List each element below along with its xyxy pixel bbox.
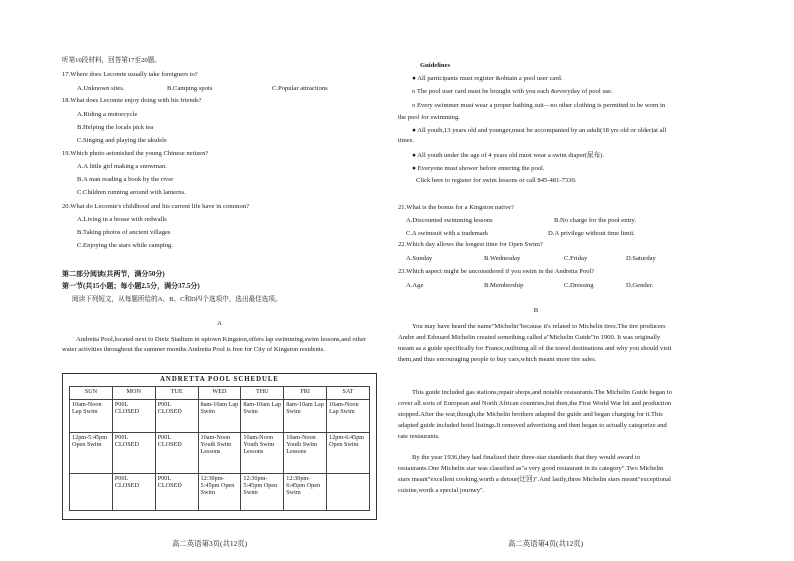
register-link[interactable]: Click here to register for swim lessons or call 845-481-7330.	[416, 177, 577, 184]
q22-question: 22.Which day allows the longest time for Open Swim?	[398, 241, 543, 248]
schedule-cell: P00L CLOSED	[155, 433, 198, 474]
schedule-cell: 10am-Noon Youth Swim Lessons	[241, 433, 284, 474]
schedule-cell: 10am-Noon Youth Swim Lessons	[284, 433, 327, 474]
schedule-table	[69, 386, 370, 511]
q23-option-b: B.Membership	[484, 282, 524, 289]
passage-a-label: A	[217, 320, 222, 327]
schedule-cell: 10am-Noon Lap Swim	[70, 400, 113, 433]
schedule-cell: 12pm-5:45pm Open Swim	[70, 433, 113, 474]
guideline-4: ● All youth,13 years old and younger,must be accompanied by an adult(18 yrs old or older)at all times.	[398, 127, 667, 144]
schedule-cell: 12:30pm-5:45pm Open Swim	[198, 474, 241, 511]
q18-option-b: B.Helping the locals pick tea	[77, 124, 154, 131]
schedule-cell: P00L CLOSED	[112, 433, 155, 474]
day-tue: TUE	[155, 387, 198, 400]
schedule-cell: P00L CLOSED	[155, 474, 198, 511]
q19-option-c: C.Children running around with lanterns.	[77, 189, 186, 196]
q19-option-b: B.A man reading a book by the river	[77, 176, 174, 183]
day-wed: WED	[198, 387, 241, 400]
q18-option-a: A.Riding a motorcycle	[77, 111, 138, 118]
schedule-cell: 8am-10am Lap Swim	[198, 400, 241, 433]
schedule-cell: P00L CLOSED	[155, 400, 198, 433]
passage-b-para-1: You may have heard the name"Michelin"because it's related to Michelin tires.The tire producers Andre and Edouard Michelin created something called a"Michelin Guide"in 1900. It was originally meant as a guide specifically for France,outlining all of the travel destinations and why you should visit them,and thus encouraging people to buy cars,which meant more tire sales.	[398, 323, 672, 363]
guideline-3: o Every swimmer must wear a proper bathing suit—no other clothing is permitted to be worn in the pool for swimming.	[398, 102, 666, 121]
day-fri: FRI	[284, 387, 327, 400]
q19-option-a: A.A little girl making a snowman.	[77, 163, 167, 170]
schedule-cell: 8am-10am Lap Swim	[284, 400, 327, 433]
day-mon: MON	[112, 387, 155, 400]
q17-option-b: B.Camping spots	[167, 85, 213, 92]
q21-option-b: B.No charge for the pool entry.	[554, 217, 637, 224]
schedule-cell: 10am-Noon Lap Swim	[327, 400, 370, 433]
q21-question: 21.What is the bonus for a Kingston native?	[398, 204, 515, 211]
schedule-title: ANDRETTA POOL SCHEDULE	[160, 376, 279, 383]
schedule-cell: 10am-Noon Youth Swim Lessons	[198, 433, 241, 474]
reading-instructions: 阅读下列短文，从每题所给的A、B、C和D四个选项中，选出最佳选项。	[72, 296, 282, 303]
pool-schedule	[62, 373, 377, 520]
q18-question: 18.What does Lecomte enjoy doing with his friends?	[62, 97, 202, 104]
schedule-cell	[327, 474, 370, 511]
page-footer-right: 高二英语第4页(共12页)	[508, 539, 584, 548]
q20-question: 20.What do Lecomte's childhood and his current life have in common?	[62, 203, 250, 210]
q22-option-c: C.Friday	[564, 255, 588, 262]
q23-option-a: A.Age	[406, 282, 424, 289]
schedule-cell: P00L CLOSED	[112, 400, 155, 433]
schedule-cell: 12:30pm-5:45pm Open Swim	[241, 474, 284, 511]
passage-b-label: B	[533, 307, 539, 314]
guideline-1: ● All participants must register &obtain a pool user card.	[412, 75, 563, 82]
q23-question: 23.Which aspect might be unconsidered if you swim in the Andretta Pool?	[398, 268, 595, 275]
q22-option-b: B.Wednesday	[484, 255, 521, 262]
q22-option-a: A.Sunday	[406, 255, 433, 262]
listening-intro: 听第10段材料，回答第17至20题。	[62, 57, 161, 64]
part2-heading: 第二部分阅读(共两节，满分50分)	[62, 270, 165, 278]
right-page	[398, 0, 674, 561]
schedule-cell: 8am-10am Lap Swim	[241, 400, 284, 433]
passage-b-para-3: By the year 1936,they had finalized their three-star standards that they would award to restaurants.One Michelin star was classified as"a very good restaurant in its category".Two Michelin stars meant"excellent cooking,worth a detour(迂回)".And lastly,three Michelin stars meant"exceptional cuisine,worth a special journey".	[398, 454, 671, 494]
q22-option-d: D.Saturday	[626, 255, 656, 262]
q17-option-c: C.Popular attractions	[272, 85, 328, 92]
q17-option-a: A.Unknown sites.	[77, 85, 125, 92]
q23-option-c: C.Dressing	[564, 282, 594, 289]
day-sun: SUN	[70, 387, 113, 400]
q18-option-c: C.Singing and playing the ukulele	[77, 137, 167, 144]
schedule-row	[70, 474, 370, 511]
q20-option-b: B.Taking photos of ancient villages	[77, 229, 171, 236]
q21-option-c: C.A swimsuit with a trademark	[406, 230, 489, 237]
schedule-header-row	[70, 387, 370, 400]
schedule-cell	[70, 474, 113, 511]
day-sat: SAT	[327, 387, 370, 400]
q19-question: 19.Which photo astonished the young Chinese netizen?	[62, 150, 209, 157]
q23-option-d: D.Gender.	[626, 282, 654, 289]
q20-option-c: C.Enjoying the stars while camping.	[77, 242, 173, 249]
page-footer-left: 高二英语第3页(共12页)	[172, 539, 248, 548]
q21-option-d: D.A privilege without time limit.	[548, 230, 635, 237]
guideline-6: ● Everyone must shower before entering the pool.	[412, 165, 545, 172]
section1-heading: 第一节(共15小题；每小题2.5分，满分37.5分)	[62, 282, 200, 290]
schedule-row	[70, 433, 370, 474]
q21-option-a: A.Discounted swimming lessons	[406, 217, 493, 224]
passage-b-para-2: This guide included gas stations,repair shops,and notable restaurants.The Michelin Guide began to cover all sorts of European and North African countries,but then,the First World War hit and production stopped.After the war,though,the Michelin brothers adapted the guide and began charging for it.This adapted guide included hotel listings.It removed advertising and then began to actually categorize and rate restaurants.	[398, 389, 673, 440]
schedule-cell: 12pm-6:45pm Open Swim	[327, 433, 370, 474]
guideline-5: ● All youth under the age of 4 years old must wear a swim diaper(尿布).	[412, 152, 605, 159]
left-page	[62, 0, 377, 561]
schedule-cell: 12:30pm-6:45pm Open Swim	[284, 474, 327, 511]
day-thu: THU	[241, 387, 284, 400]
guideline-2: o The pool user card must be brought with you each &everyday of pool use.	[412, 88, 613, 95]
q20-option-a: A.Living in a house with redwalls	[77, 216, 167, 223]
passage-a-text: Andretta Pool,located next to Dietz Stadium in uptown Kingston,offers lap swimming,swim lessons,and other water activities throughout the summer months.Andretta Pool is free for City of Kingston residents.	[62, 336, 366, 353]
schedule-row	[70, 400, 370, 433]
schedule-cell: P00L CLOSED	[112, 474, 155, 511]
guidelines-heading: Guidelines	[420, 62, 451, 69]
q17-question: 17.Where does Lecomte usually take foreigners to?	[62, 71, 198, 78]
